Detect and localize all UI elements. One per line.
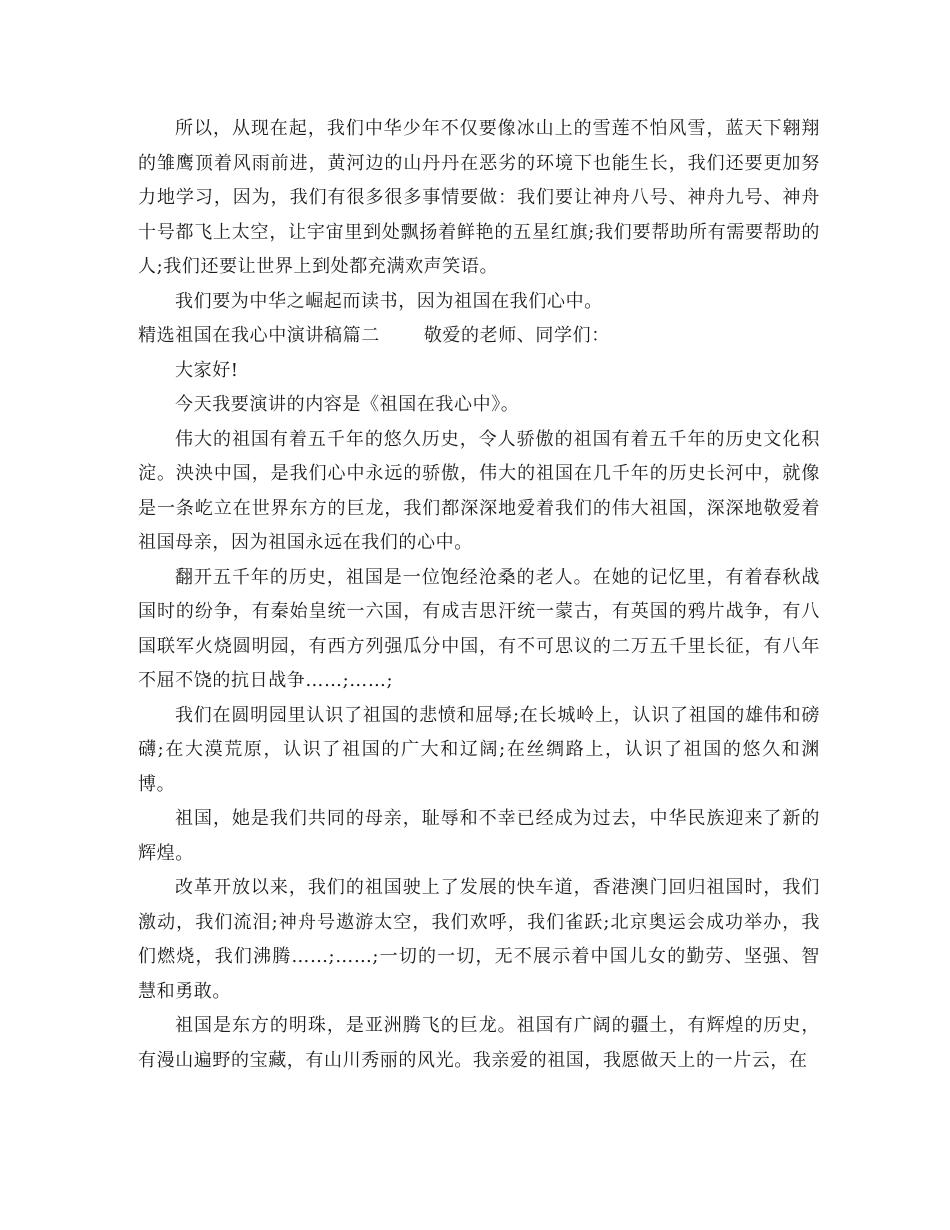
paragraph: 今天我要演讲的内容是《祖国在我心中》。 bbox=[175, 394, 520, 415]
section-heading bbox=[138, 319, 820, 354]
paragraph: 祖国，她是我们共同的母亲，耻辱和不幸已经成为过去，中华民族迎来了新的辉煌。 bbox=[138, 808, 820, 864]
paragraph: 祖国是东方的明珠，是亚洲腾飞的巨龙。祖国有广阔的疆土，有辉煌的历史，有漫山遍野的宝藏，有山川秀丽的风光。我亲爱的祖国，我愿做天上的一片云，在 bbox=[138, 1015, 820, 1071]
paragraph: 我们要为中华之崛起而读书，因为祖国在我们心中。 bbox=[175, 290, 603, 312]
section-title: 精选祖国在我心中演讲稿篇二 bbox=[138, 325, 380, 346]
paragraph: 所以，从现在起，我们中华少年不仅要像冰山上的雪莲不怕风雪，蓝天下翱翔的雏鹰顶着风雨前进，黄河边的山丹丹在恶劣的环境下也能生长，我们还要更加努力地学习，因为，我们有很多很多事情要做：我们要让神舟八号、神舟九号、神舟十号都飞上太空，让宇宙里到处飘扬着鲜艳的五星红旗;我们要帮助所有需要帮助的人;我们还要让世界上到处都充满欢声笑语。 bbox=[138, 118, 820, 277]
paragraph: 伟大的祖国有着五千年的悠久历史，令人骄傲的祖国有着五千年的历史文化积淀。泱泱中国，是我们心中永远的骄傲，伟大的祖国在几千年的历史长河中，就像是一条屹立在世界东方的巨龙，我们都深深地爱着我们的伟大祖国，深深地敬爱着祖国母亲，因为祖国永远在我们的心中。 bbox=[138, 428, 820, 553]
paragraph: 改革开放以来，我们的祖国驶上了发展的快车道，香港澳门回归祖国时，我们激动，我们流泪;神舟号遨游太空，我们欢呼，我们雀跃;北京奥运会成功举办，我们燃烧，我们沸腾……;……;一切的一切，无不展示着中国儿女的勤劳、坚强、智慧和勇敢。 bbox=[138, 877, 820, 1002]
document-body bbox=[138, 112, 820, 1078]
paragraph: 大家好! bbox=[175, 359, 239, 381]
salutation: 敬爱的老师、同学们： bbox=[423, 325, 610, 346]
paragraph: 我们在圆明园里认识了祖国的悲愤和屈辱;在长城岭上，认识了祖国的雄伟和磅礴;在大漠荒原，认识了祖国的广大和辽阔;在丝绸路上，认识了祖国的悠久和渊博。 bbox=[138, 704, 820, 795]
paragraph: 翻开五千年的历史，祖国是一位饱经沧桑的老人。在她的记忆里，有着春秋战国时的纷争，有秦始皇统一六国，有成吉思汗统一蒙古，有英国的鸦片战争，有八国联军火烧圆明园，有西方列强瓜分中国，有不可思议的二万五千里长征，有八年不屈不饶的抗日战争……;……; bbox=[138, 566, 820, 691]
